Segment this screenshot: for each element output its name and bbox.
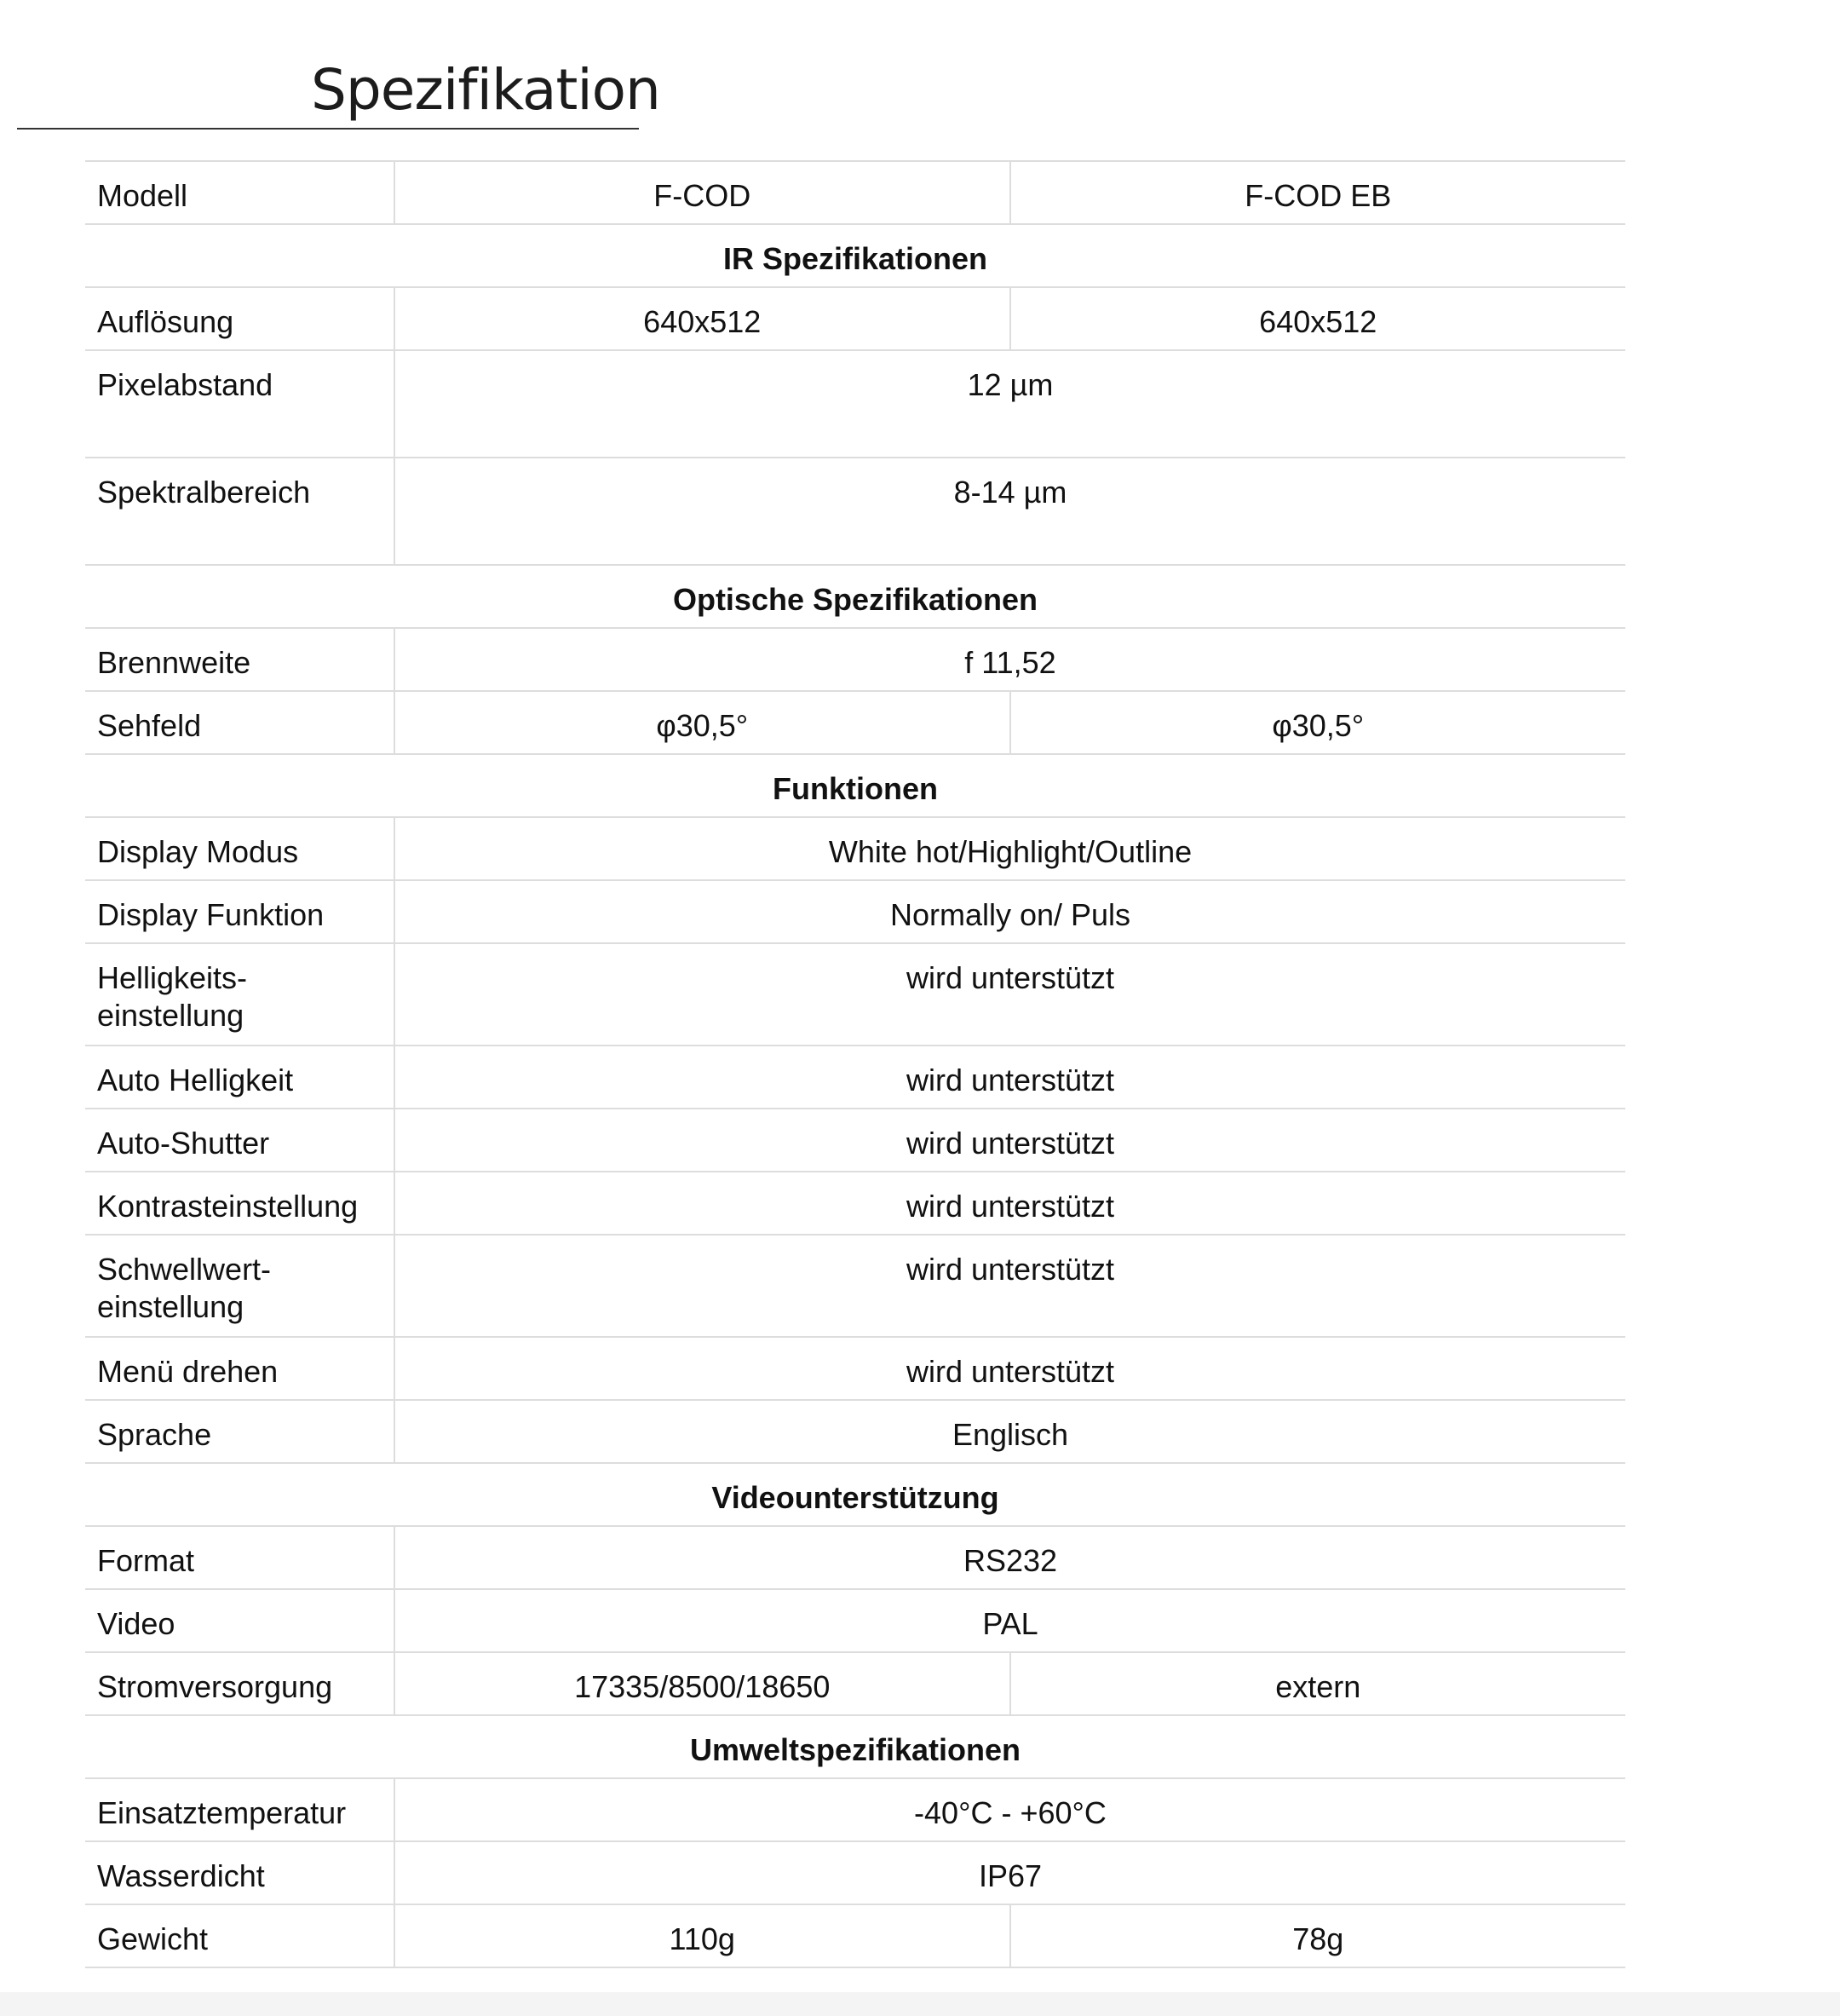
spec-label: Auflösung: [85, 287, 394, 350]
table-row: [85, 1109, 1625, 1172]
spec-value: -40°C - +60°C: [394, 1778, 1625, 1841]
table-row: [85, 1652, 1625, 1715]
section-row: [85, 754, 1625, 817]
spec-value: wird unterstützt: [394, 1172, 1625, 1235]
table-row: [85, 628, 1625, 691]
spec-value: RS232: [394, 1526, 1625, 1589]
spec-label: Display Funktion: [85, 880, 394, 943]
page-title: Spezifikation: [311, 57, 660, 123]
section-row: [85, 565, 1625, 628]
spec-value: φ30,5°: [394, 691, 1010, 754]
section-row: [85, 224, 1625, 287]
section-heading: Videounterstützung: [85, 1463, 1625, 1526]
spec-label: Format: [85, 1526, 394, 1589]
table-row: [85, 880, 1625, 943]
spec-label: Auto-Shutter: [85, 1109, 394, 1172]
spec-value: White hot/Highlight/Outline: [394, 817, 1625, 880]
section-heading: Umweltspezifikationen: [85, 1715, 1625, 1778]
table-header-row: [85, 161, 1625, 224]
spec-value: Englisch: [394, 1400, 1625, 1463]
spec-label: Pixelabstand: [85, 350, 394, 458]
section-row: [85, 1715, 1625, 1778]
table-row: [85, 1778, 1625, 1841]
spec-value: 17335/8500/18650: [394, 1652, 1010, 1715]
table-row: [85, 350, 1625, 458]
table-row: [85, 943, 1625, 1045]
table-row: [85, 1235, 1625, 1337]
spec-value: PAL: [394, 1589, 1625, 1652]
spec-label: Auto Helligkeit: [85, 1045, 394, 1109]
spec-table-body: [85, 161, 1625, 1967]
table-row: [85, 1172, 1625, 1235]
spec-value: wird unterstützt: [394, 1235, 1625, 1337]
spec-value: Normally on/ Puls: [394, 880, 1625, 943]
spec-label: Gewicht: [85, 1904, 394, 1967]
spec-value: IP67: [394, 1841, 1625, 1904]
spec-label: Schwellwert- einstellung: [85, 1235, 394, 1337]
spec-label: Wasserdicht: [85, 1841, 394, 1904]
spec-table: [85, 160, 1625, 1968]
table-row: [85, 1589, 1625, 1652]
spec-label: Brennweite: [85, 628, 394, 691]
section-row: [85, 1463, 1625, 1526]
spec-value: wird unterstützt: [394, 1109, 1625, 1172]
spec-value: 110g: [394, 1904, 1010, 1967]
spec-label: Video: [85, 1589, 394, 1652]
table-row: [85, 691, 1625, 754]
table-row: [85, 1526, 1625, 1589]
spec-label: Menü drehen: [85, 1337, 394, 1400]
table-row: [85, 1904, 1625, 1967]
header-model: F-COD EB: [1010, 161, 1626, 224]
spec-value: 12 µm: [394, 350, 1625, 458]
spec-label: Stromversorgung: [85, 1652, 394, 1715]
spec-value: φ30,5°: [1010, 691, 1626, 754]
bottom-strip: [0, 1992, 1840, 2016]
spec-value: wird unterstützt: [394, 943, 1625, 1045]
spec-value: 78g: [1010, 1904, 1626, 1967]
spec-value: 8-14 µm: [394, 458, 1625, 565]
spec-label: Display Modus: [85, 817, 394, 880]
spec-label: Sehfeld: [85, 691, 394, 754]
table-row: [85, 1400, 1625, 1463]
spec-label: Sprache: [85, 1400, 394, 1463]
table-row: [85, 458, 1625, 565]
table-row: [85, 1045, 1625, 1109]
header-model: F-COD: [394, 161, 1010, 224]
table-row: [85, 1337, 1625, 1400]
header-label: Modell: [85, 161, 394, 224]
title-underline: [17, 49, 660, 130]
spec-label: Helligkeits- einstellung: [85, 943, 394, 1045]
spec-value: 640x512: [394, 287, 1010, 350]
spec-value: f 11,52: [394, 628, 1625, 691]
spec-label: Einsatztemperatur: [85, 1778, 394, 1841]
section-heading: Optische Spezifikationen: [85, 565, 1625, 628]
spec-value: wird unterstützt: [394, 1337, 1625, 1400]
spec-value: extern: [1010, 1652, 1626, 1715]
spec-label: Spektralbereich: [85, 458, 394, 565]
section-heading: IR Spezifikationen: [85, 224, 1625, 287]
table-row: [85, 287, 1625, 350]
spec-value: 640x512: [1010, 287, 1626, 350]
spec-value: wird unterstützt: [394, 1045, 1625, 1109]
table-row: [85, 1841, 1625, 1904]
section-heading: Funktionen: [85, 754, 1625, 817]
spec-label: Kontrasteinstellung: [85, 1172, 394, 1235]
table-row: [85, 817, 1625, 880]
